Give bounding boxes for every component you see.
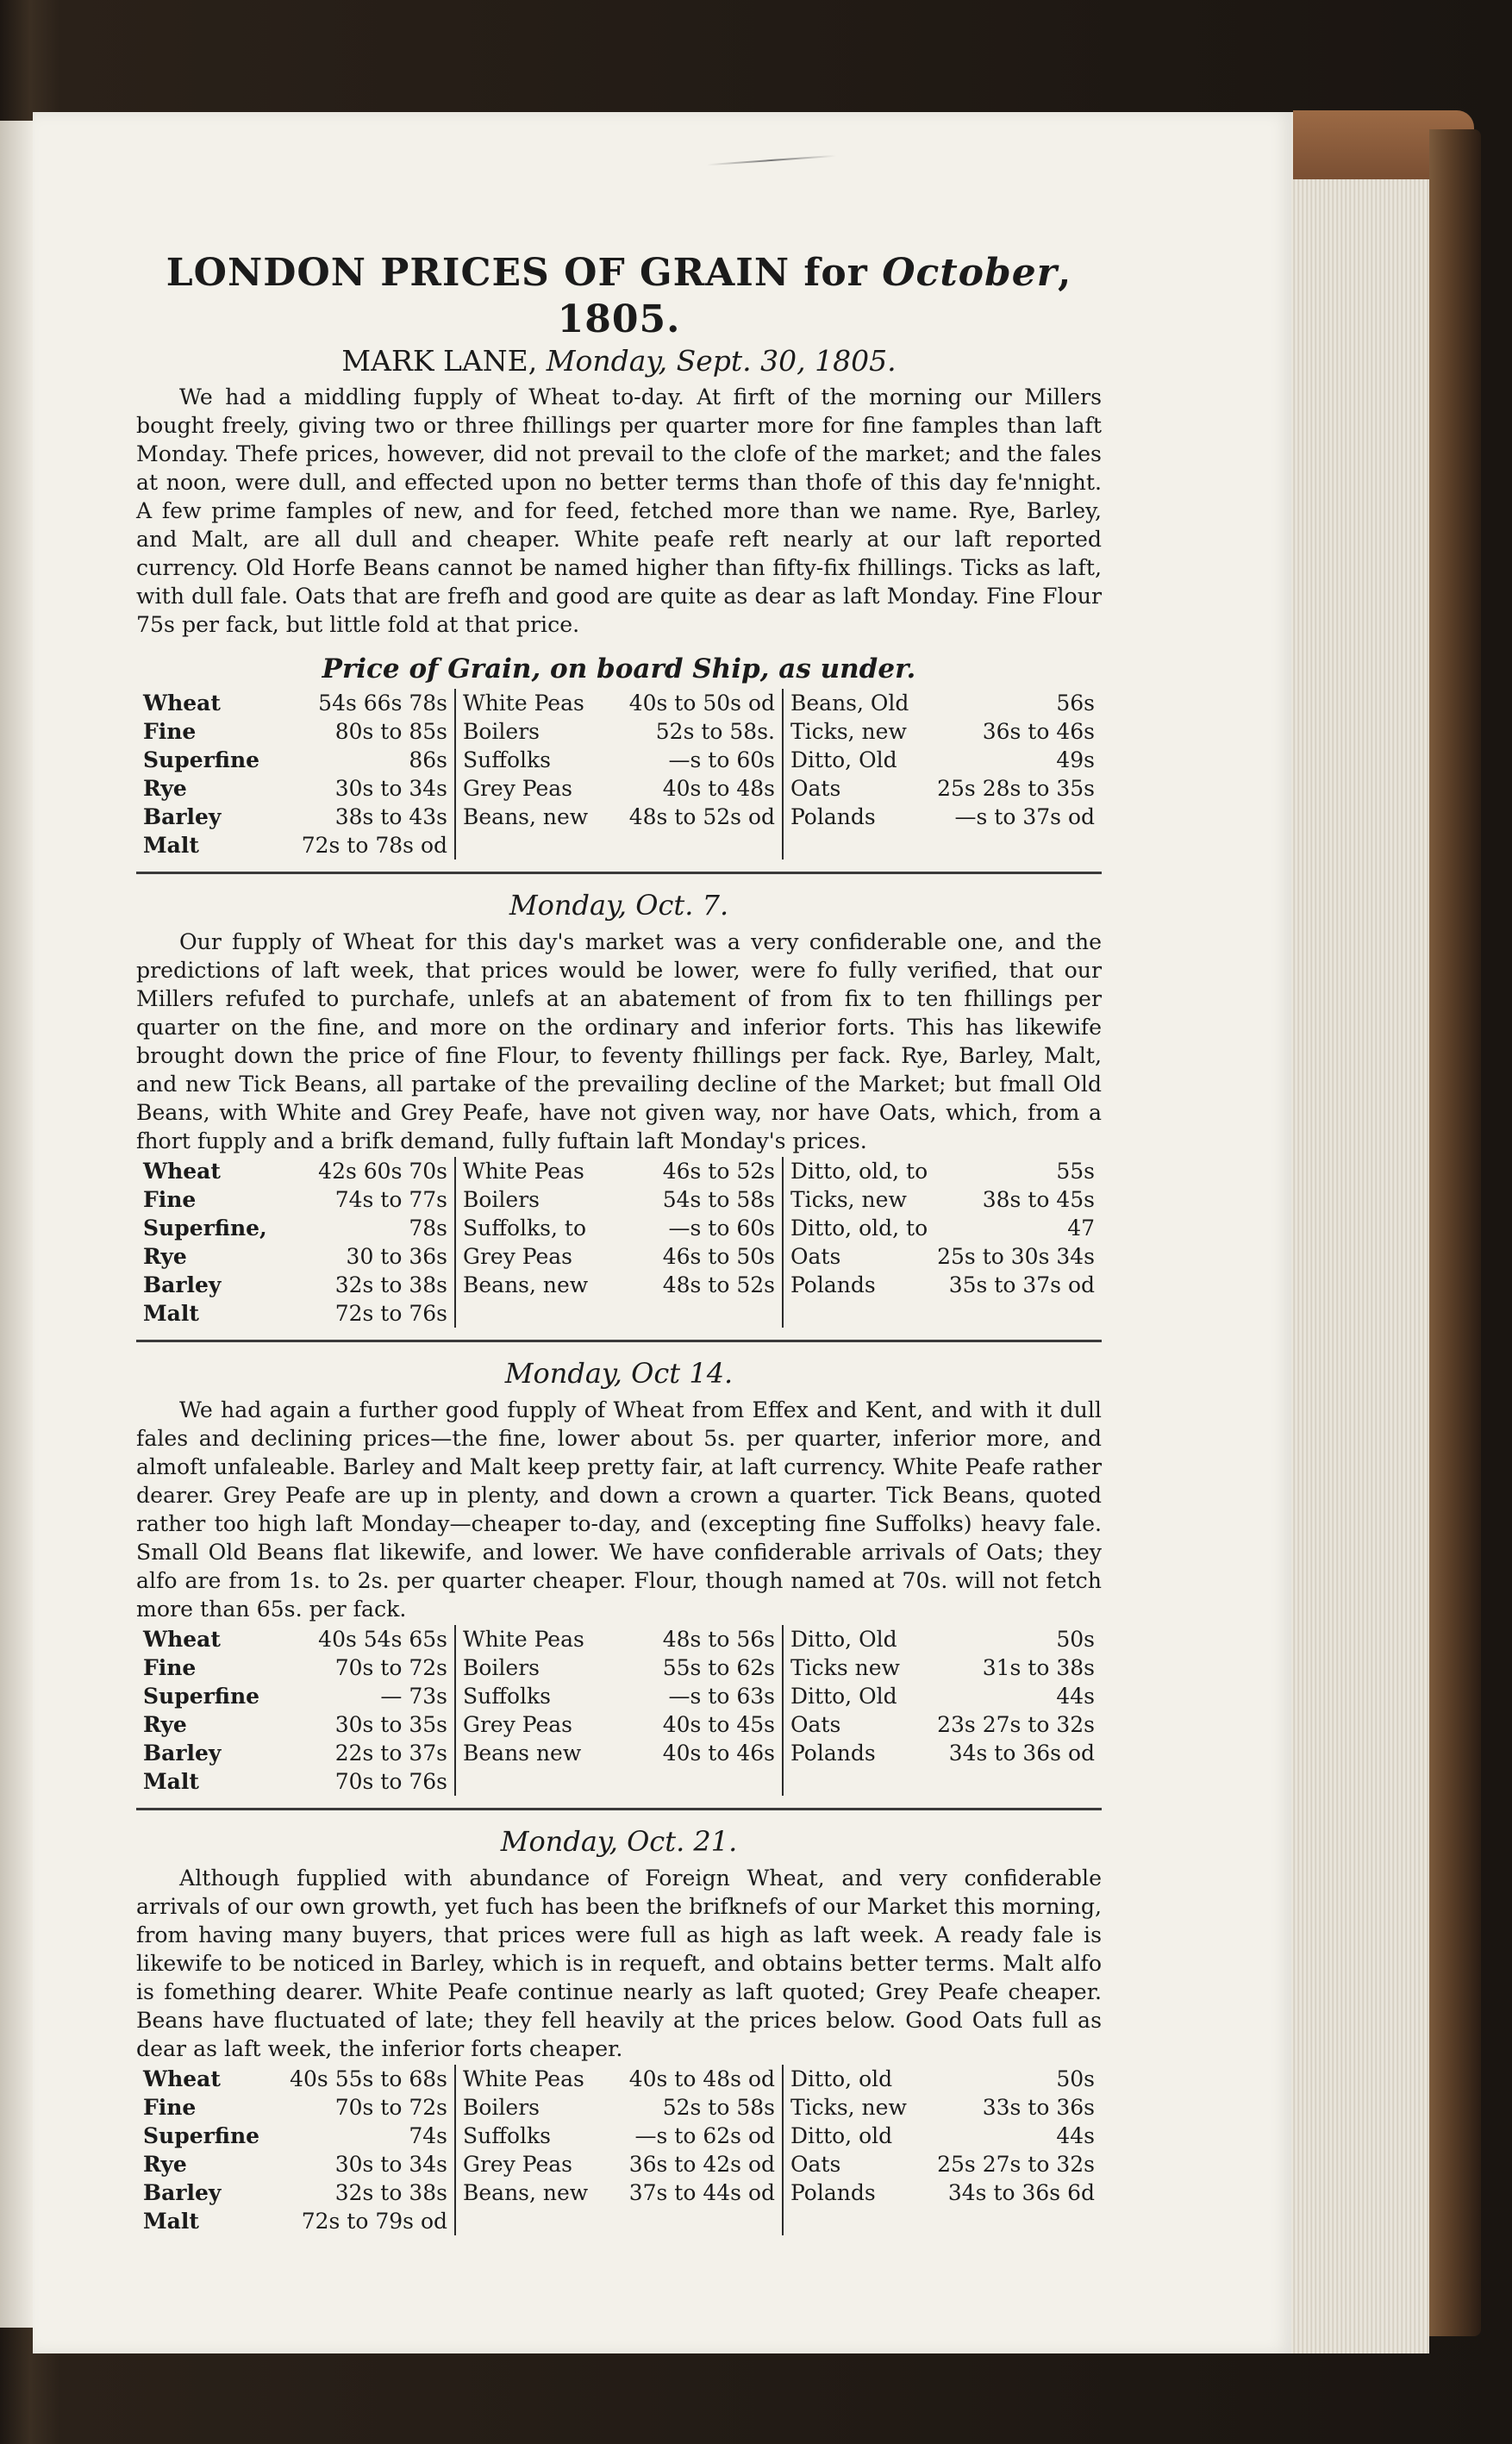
section-rule bbox=[136, 1340, 1102, 1342]
price-cell bbox=[783, 1682, 1102, 1710]
price-cell bbox=[136, 1299, 455, 1328]
price-cell bbox=[783, 1653, 1102, 1682]
grain-name: Malt bbox=[143, 2209, 199, 2234]
grain-name: Grey Peas bbox=[463, 2152, 573, 2177]
grain-name: Barley bbox=[143, 1272, 222, 1297]
title-main: LONDON PRICES OF GRAIN for bbox=[166, 251, 868, 295]
grain-price: 46s to 50s bbox=[662, 1244, 775, 1269]
price-cell bbox=[455, 831, 783, 859]
price-cell bbox=[455, 1214, 783, 1242]
page-content bbox=[136, 250, 1102, 2235]
price-cell bbox=[136, 746, 455, 774]
grain-price: 52s to 58s. bbox=[655, 719, 775, 744]
grain-price: —s to 37s od bbox=[954, 804, 1095, 829]
price-cell bbox=[455, 803, 783, 831]
grain-price: 42s 60s 70s bbox=[318, 1159, 447, 1184]
grain-name: Grey Peas bbox=[463, 776, 573, 801]
grain-price: 22s to 37s bbox=[334, 1741, 447, 1766]
price-row bbox=[136, 774, 1102, 803]
grain-name: Ditto, Old bbox=[790, 747, 897, 772]
grain-price: 32s to 38s bbox=[334, 2180, 447, 2205]
price-cell bbox=[455, 1739, 783, 1767]
grain-name: Rye bbox=[143, 1244, 187, 1269]
grain-name: Wheat bbox=[143, 1627, 221, 1652]
price-cell bbox=[136, 2065, 455, 2093]
price-cell bbox=[783, 831, 1102, 859]
page-fore-edge bbox=[1291, 112, 1429, 2353]
grain-price: 80s to 85s bbox=[334, 719, 447, 744]
price-cell bbox=[783, 1185, 1102, 1214]
grain-name: Boilers bbox=[463, 1187, 540, 1212]
price-cell bbox=[136, 2178, 455, 2207]
price-cell bbox=[136, 2207, 455, 2235]
grain-price: 44s bbox=[1056, 2123, 1095, 2148]
grain-name: Suffolks bbox=[463, 747, 552, 772]
grain-name: Barley bbox=[143, 2180, 222, 2205]
grain-name: Wheat bbox=[143, 2066, 221, 2091]
price-heading: Price of Grain, on board Ship, as under. bbox=[322, 653, 916, 684]
grain-name: Rye bbox=[143, 2152, 187, 2177]
grain-price: —s to 63s bbox=[668, 1684, 775, 1709]
grain-name: Ticks, new bbox=[790, 2095, 907, 2120]
grain-price: 37s to 44s od bbox=[628, 2180, 775, 2205]
grain-name: Fine bbox=[143, 1655, 197, 1680]
price-cell bbox=[136, 803, 455, 831]
left-page-edge bbox=[0, 121, 34, 2328]
price-cell bbox=[783, 1767, 1102, 1796]
grain-price: 34s to 36s od bbox=[948, 1741, 1095, 1766]
grain-price: 48s to 52s od bbox=[628, 804, 775, 829]
report-sept-30: We had a middling fupply of Wheat to-day. At firft of the morning our Millers bought freely, giving two or three fhillings per quarter more for fine famples than laft Monday. Thefe prices, however, did not prevail to the clofe of the market; and the fales at noon, were dull, and effected upon no better terms than thofe of this day fe'nnight. A few prime famples of new, and for feed, fetched more than we name. Rye, Barley, and Malt, are all dull and cheaper. White peafe reft nearly at our laft reported currency. Old Horfe Beans cannot be named higher than fifty-fix fhillings. Ticks as laft, with dull fale. Oats that are frefh and good are quite as dear as laft Monday. Fine Flour 75s per fack, but little fold at that price. bbox=[136, 384, 1102, 637]
grain-name: Wheat bbox=[143, 691, 221, 716]
grain-name: Ditto, Old bbox=[790, 1684, 897, 1709]
grain-name: Ditto, old, to bbox=[790, 1159, 928, 1184]
price-table-sept-30 bbox=[136, 689, 1102, 859]
grain-name: Oats bbox=[790, 1244, 841, 1269]
grain-price: 78s bbox=[409, 1216, 447, 1241]
price-row bbox=[136, 2122, 1102, 2150]
grain-name: Malt bbox=[143, 1301, 199, 1326]
price-row bbox=[136, 1625, 1102, 1653]
price-cell bbox=[455, 1299, 783, 1328]
price-cell bbox=[136, 2093, 455, 2122]
grain-name: Boilers bbox=[463, 719, 540, 744]
price-cell bbox=[455, 746, 783, 774]
grain-price: — 73s bbox=[380, 1684, 447, 1709]
price-row bbox=[136, 1710, 1102, 1739]
price-cell bbox=[783, 1157, 1102, 1185]
price-cell bbox=[783, 746, 1102, 774]
price-table-oct-14 bbox=[136, 1625, 1102, 1796]
price-cell bbox=[455, 2207, 783, 2235]
price-cell bbox=[783, 1625, 1102, 1653]
price-cell bbox=[455, 1710, 783, 1739]
grain-price: 54s to 58s bbox=[662, 1187, 775, 1212]
price-cell bbox=[455, 717, 783, 746]
grain-price: 44s bbox=[1056, 1684, 1095, 1709]
grain-name: Beans, new bbox=[463, 2180, 589, 2205]
grain-name: Grey Peas bbox=[463, 1712, 573, 1737]
grain-price: —s to 60s bbox=[668, 747, 775, 772]
price-cell bbox=[783, 1242, 1102, 1271]
grain-price: 40s 54s 65s bbox=[318, 1627, 447, 1652]
grain-name: White Peas bbox=[463, 691, 584, 716]
grain-price: 30s to 35s bbox=[334, 1712, 447, 1737]
price-row bbox=[136, 1682, 1102, 1710]
price-row bbox=[136, 1299, 1102, 1328]
price-cell bbox=[455, 1271, 783, 1299]
grain-name: Ditto, old bbox=[790, 2123, 893, 2148]
grain-name: Beans new bbox=[463, 1741, 582, 1766]
price-cell bbox=[455, 1242, 783, 1271]
grain-name: Malt bbox=[143, 833, 199, 858]
price-cell bbox=[455, 1653, 783, 1682]
price-cell bbox=[136, 774, 455, 803]
grain-price: 40s to 48s bbox=[662, 776, 775, 801]
price-cell bbox=[783, 1299, 1102, 1328]
price-cell bbox=[136, 2122, 455, 2150]
grain-price: 25s 28s to 35s bbox=[937, 776, 1095, 801]
subtitle-place: MARK LANE, bbox=[341, 344, 538, 378]
price-cell bbox=[455, 1157, 783, 1185]
price-row bbox=[136, 831, 1102, 859]
grain-name: Fine bbox=[143, 719, 197, 744]
grain-price: 32s to 38s bbox=[334, 1272, 447, 1297]
price-cell bbox=[783, 1271, 1102, 1299]
grain-price: 40s to 48s od bbox=[628, 2066, 775, 2091]
grain-price: 31s to 38s bbox=[982, 1655, 1095, 1680]
grain-name: Ditto, old, to bbox=[790, 1216, 928, 1241]
grain-name: Superfine, bbox=[143, 1216, 267, 1241]
price-cell bbox=[136, 1653, 455, 1682]
grain-price: 30s to 34s bbox=[334, 2152, 447, 2177]
report-oct-21: Although fupplied with abundance of Foreign Wheat, and very confiderable arrivals of our own growth, yet fuch has been the brifknefs of our Market this morning, from having many buyers, that prices were full as high as laft week. A ready fale is likewife to be noticed in Barley, which is in requeft, and obtains better terms. Malt alfo is fomething dearer. White Peafe continue nearly as laft quoted; Grey Peafe cheaper. Beans have fluctuated of late; they fell heavily at the prices below. Good Oats full as dear as laft week, the inferior forts cheaper. bbox=[136, 1866, 1102, 2061]
grain-name: Oats bbox=[790, 2152, 841, 2177]
grain-name: Beans, new bbox=[463, 804, 589, 829]
grain-name: Suffolks bbox=[463, 1684, 552, 1709]
grain-name: Ticks new bbox=[790, 1655, 900, 1680]
grain-price: —s to 62s od bbox=[634, 2123, 775, 2148]
price-cell bbox=[783, 1739, 1102, 1767]
price-row bbox=[136, 1214, 1102, 1242]
grain-price: 70s to 72s bbox=[334, 2095, 447, 2120]
report-oct-7: Our fupply of Wheat for this day's market was a very confiderable one, and the predictions of laft week, that prices would be lower, were fo fully verified, that our Millers refufed to purchafe, unlefs at an abatement of from fix to ten fhillings per quarter on the fine, and more on the ordinary and inferior forts. This has likewife brought down the price of fine Flour, to feventy fhillings per fack. Rye, Barley, Malt, and new Tick Beans, all partake of the prevailing decline of the Market; but fmall Old Beans, with White and Grey Peafe, have not given way, nor have Oats, which, from a fhort fupply and a brifk demand, fully fuftain laft Monday's prices. bbox=[136, 929, 1102, 1153]
grain-price: 56s bbox=[1056, 691, 1095, 716]
grain-price: 40s to 45s bbox=[662, 1712, 775, 1737]
price-row bbox=[136, 717, 1102, 746]
grain-name: Wheat bbox=[143, 1159, 221, 1184]
date-oct-7: Monday, Oct. 7. bbox=[509, 889, 729, 922]
grain-price: 46s to 52s bbox=[662, 1159, 775, 1184]
grain-name: Ticks, new bbox=[790, 719, 907, 744]
grain-price: 74s to 77s bbox=[334, 1187, 447, 1212]
price-cell bbox=[455, 774, 783, 803]
grain-price: 72s to 78s od bbox=[301, 833, 447, 858]
grain-name: Fine bbox=[143, 1187, 197, 1212]
grain-price: 70s to 72s bbox=[334, 1655, 447, 1680]
grain-price: 72s to 79s od bbox=[301, 2209, 447, 2234]
title-year: , 1805. bbox=[557, 251, 1072, 341]
grain-name: Malt bbox=[143, 1769, 199, 1794]
price-cell bbox=[455, 1767, 783, 1796]
price-row bbox=[136, 746, 1102, 774]
grain-price: 70s to 76s bbox=[334, 1769, 447, 1794]
grain-name: Grey Peas bbox=[463, 1244, 573, 1269]
price-cell bbox=[136, 1185, 455, 1214]
grain-price: 30 to 36s bbox=[346, 1244, 447, 1269]
grain-price: 72s to 76s bbox=[334, 1301, 447, 1326]
price-cell bbox=[136, 1271, 455, 1299]
price-cell bbox=[136, 717, 455, 746]
price-cell bbox=[783, 2178, 1102, 2207]
grain-name: Fine bbox=[143, 2095, 197, 2120]
date-oct-21: Monday, Oct. 21. bbox=[500, 1825, 738, 1858]
grain-name: White Peas bbox=[463, 2066, 584, 2091]
title-month: October bbox=[882, 251, 1058, 295]
price-cell bbox=[136, 1157, 455, 1185]
grain-name: Boilers bbox=[463, 1655, 540, 1680]
price-cell bbox=[455, 1185, 783, 1214]
grain-name: Boilers bbox=[463, 2095, 540, 2120]
price-row bbox=[136, 1767, 1102, 1796]
price-cell bbox=[455, 2178, 783, 2207]
grain-price: 35s to 37s od bbox=[948, 1272, 1095, 1297]
price-row bbox=[136, 1653, 1102, 1682]
grain-price: 49s bbox=[1056, 747, 1095, 772]
grain-price: 25s to 30s 34s bbox=[937, 1244, 1095, 1269]
price-cell bbox=[783, 689, 1102, 717]
grain-name: Rye bbox=[143, 1712, 187, 1737]
grain-price: 25s 27s to 32s bbox=[937, 2152, 1095, 2177]
price-cell bbox=[783, 1710, 1102, 1739]
price-cell bbox=[455, 2150, 783, 2178]
grain-name: Ticks, new bbox=[790, 1187, 907, 1212]
grain-name: Oats bbox=[790, 1712, 841, 1737]
grain-price: 30s to 34s bbox=[334, 776, 447, 801]
price-cell bbox=[783, 1214, 1102, 1242]
grain-name: Beans, Old bbox=[790, 691, 909, 716]
report-oct-14: We had again a further good fupply of Wheat from Effex and Kent, and with it dull fales and declining prices—the fine, lower about 5s. per quarter, inferior more, and almoft unfaleable. Barley and Malt keep pretty fair, at laft currency. White Peafe rather dearer. Grey Peafe are up in plenty, and down a crown a quarter. Tick Beans, quoted rather too high laft Monday—cheaper to-day, and (excepting fine Suffolks) heavy fale. Small Old Beans flat likewife, and lower. We have confiderable arrivals of Oats; they alfo are from 1s. to 2s. per quarter cheaper. Flour, though named at 70s. will not fetch more than 65s. per fack. bbox=[136, 1397, 1102, 1622]
grain-name: Polands bbox=[790, 804, 876, 829]
price-cell bbox=[783, 2207, 1102, 2235]
price-cell bbox=[136, 689, 455, 717]
price-cell bbox=[783, 2093, 1102, 2122]
price-cell bbox=[455, 689, 783, 717]
grain-name: Rye bbox=[143, 776, 187, 801]
price-cell bbox=[455, 1625, 783, 1653]
date-oct-14: Monday, Oct 14. bbox=[504, 1357, 734, 1390]
price-cell bbox=[783, 774, 1102, 803]
price-cell bbox=[455, 1682, 783, 1710]
grain-price: 86s bbox=[409, 747, 447, 772]
price-row bbox=[136, 1271, 1102, 1299]
price-cell bbox=[136, 1710, 455, 1739]
grain-price: 54s 66s 78s bbox=[318, 691, 447, 716]
price-cell bbox=[136, 1739, 455, 1767]
grain-price: 40s 55s to 68s bbox=[290, 2066, 447, 2091]
grain-price: 48s to 52s bbox=[662, 1272, 775, 1297]
price-table-oct-21 bbox=[136, 2065, 1102, 2235]
grain-price: 52s to 58s bbox=[662, 2095, 775, 2120]
grain-price: 38s to 43s bbox=[334, 804, 447, 829]
price-cell bbox=[783, 2122, 1102, 2150]
grain-name: Suffolks bbox=[463, 2123, 552, 2148]
grain-name: Ditto, Old bbox=[790, 1627, 897, 1652]
price-cell bbox=[783, 2150, 1102, 2178]
price-cell bbox=[136, 1214, 455, 1242]
grain-price: 34s to 36s 6d bbox=[947, 2180, 1095, 2205]
grain-name: White Peas bbox=[463, 1627, 584, 1652]
price-cell bbox=[136, 1767, 455, 1796]
price-row bbox=[136, 1157, 1102, 1185]
price-row bbox=[136, 2207, 1102, 2235]
price-row bbox=[136, 2178, 1102, 2207]
price-cell bbox=[783, 717, 1102, 746]
price-cell bbox=[783, 803, 1102, 831]
grain-name: White Peas bbox=[463, 1159, 584, 1184]
page-title bbox=[136, 250, 1102, 343]
price-row bbox=[136, 689, 1102, 717]
grain-price: 47 bbox=[1067, 1216, 1095, 1241]
grain-price: 50s bbox=[1056, 1627, 1095, 1652]
grain-price: 74s bbox=[409, 2123, 447, 2148]
price-cell bbox=[136, 831, 455, 859]
price-row bbox=[136, 2093, 1102, 2122]
grain-price: 23s 27s to 32s bbox=[937, 1712, 1095, 1737]
price-row bbox=[136, 1242, 1102, 1271]
grain-name: Superfine bbox=[143, 747, 260, 772]
price-cell bbox=[136, 1682, 455, 1710]
grain-name: Beans, new bbox=[463, 1272, 589, 1297]
grain-name: Barley bbox=[143, 804, 222, 829]
price-row bbox=[136, 2150, 1102, 2178]
price-cell bbox=[455, 2122, 783, 2150]
grain-price: 55s bbox=[1056, 1159, 1095, 1184]
grain-price: 50s bbox=[1056, 2066, 1095, 2091]
grain-name: Polands bbox=[790, 2180, 876, 2205]
price-row bbox=[136, 1185, 1102, 1214]
price-table-oct-7 bbox=[136, 1157, 1102, 1328]
grain-name: Oats bbox=[790, 776, 841, 801]
price-row bbox=[136, 803, 1102, 831]
price-cell bbox=[455, 2093, 783, 2122]
price-cell bbox=[136, 1242, 455, 1271]
grain-price: 38s to 45s bbox=[982, 1187, 1095, 1212]
price-row bbox=[136, 1739, 1102, 1767]
section-rule bbox=[136, 872, 1102, 874]
grain-name: Suffolks, to bbox=[463, 1216, 587, 1241]
price-cell bbox=[455, 2065, 783, 2093]
grain-price: 55s to 62s bbox=[662, 1655, 775, 1680]
grain-name: Ditto, old bbox=[790, 2066, 893, 2091]
price-cell bbox=[136, 1625, 455, 1653]
price-cell bbox=[783, 2065, 1102, 2093]
grain-name: Barley bbox=[143, 1741, 222, 1766]
grain-price: 48s to 56s bbox=[662, 1627, 775, 1652]
grain-price: 40s to 46s bbox=[662, 1741, 775, 1766]
grain-price: —s to 60s bbox=[668, 1216, 775, 1241]
grain-name: Polands bbox=[790, 1272, 876, 1297]
grain-name: Superfine bbox=[143, 1684, 260, 1709]
grain-price: 40s to 50s od bbox=[628, 691, 775, 716]
grain-price: 36s to 46s bbox=[982, 719, 1095, 744]
grain-name: Polands bbox=[790, 1741, 876, 1766]
subtitle-date: Monday, Sept. 30, 1805. bbox=[546, 344, 897, 378]
grain-name: Superfine bbox=[143, 2123, 260, 2148]
grain-price: 36s to 42s od bbox=[628, 2152, 775, 2177]
grain-price: 33s to 36s bbox=[982, 2095, 1095, 2120]
market-subtitle bbox=[136, 343, 1102, 379]
leather-cover bbox=[1429, 129, 1481, 2336]
price-cell bbox=[136, 2150, 455, 2178]
section-rule bbox=[136, 1808, 1102, 1810]
price-row bbox=[136, 2065, 1102, 2093]
